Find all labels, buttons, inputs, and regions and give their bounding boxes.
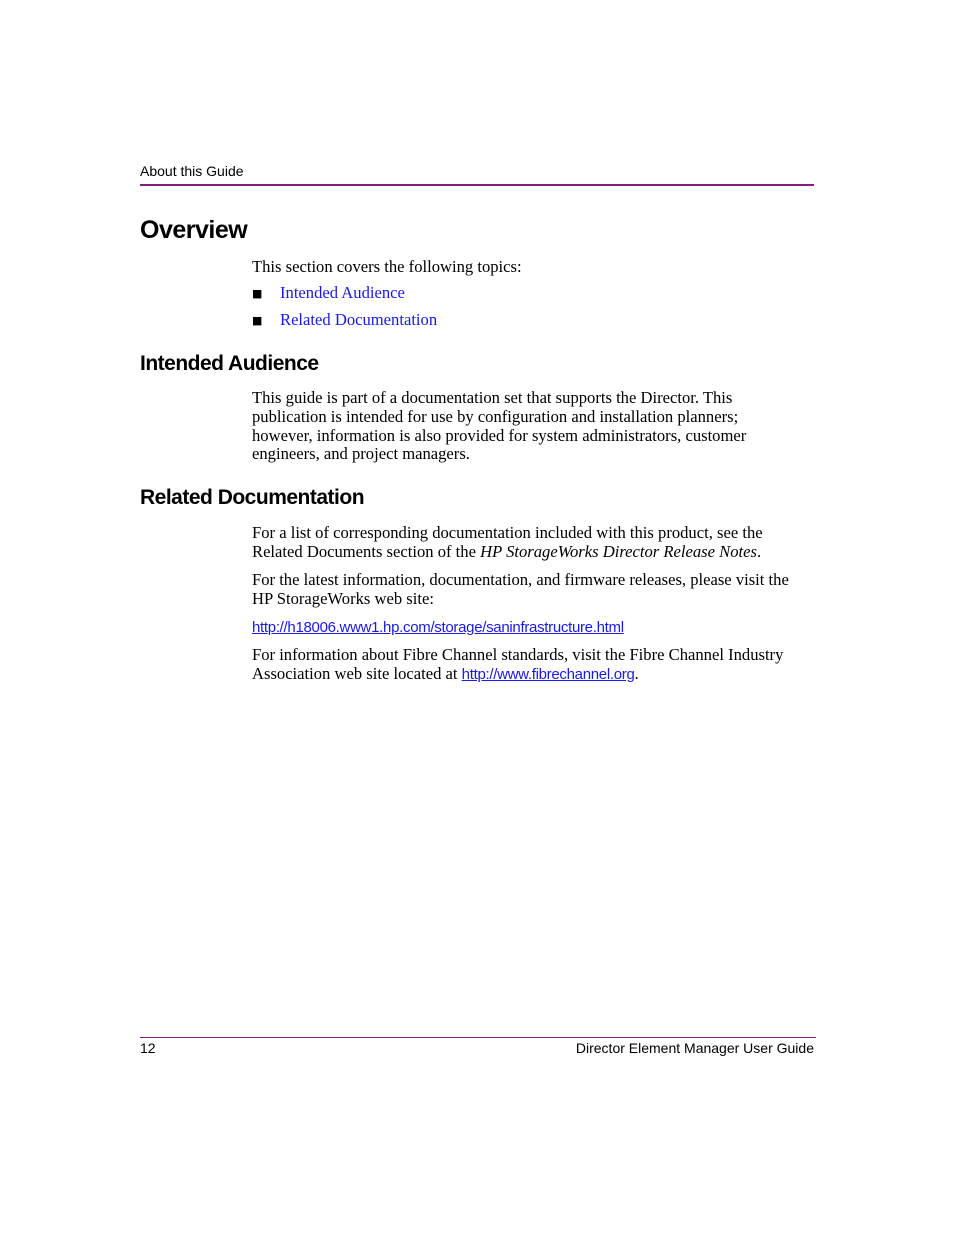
release-notes-title: HP StorageWorks Director Release Notes bbox=[480, 541, 757, 561]
website-paragraph: For the latest information, documentation, and firmware releases, please visit the HP StorageWorks web site: bbox=[252, 570, 789, 608]
link-related-documentation[interactable]: Related Documentation bbox=[280, 310, 438, 329]
fibre-channel-paragraph: For information about Fibre Channel standards, visit the Fibre Channel Industry Association web site located at http://www.fibrechannel.org. bbox=[252, 645, 784, 683]
link-intended-audience[interactable]: Intended Audience bbox=[280, 283, 405, 302]
topic-list-item bbox=[252, 284, 405, 304]
overview-intro: This section covers the following topics: bbox=[252, 257, 522, 276]
overview-heading: Overview bbox=[140, 216, 248, 244]
page-number: 12 bbox=[140, 1040, 156, 1056]
footer-title: Director Element Manager User Guide bbox=[575, 1040, 814, 1056]
intended-audience-paragraph: This guide is part of a documentation set that supports the Director. This publication is intended for use by configuration and installation planners; however, information is also provided for system administrators, customer engineers, and project managers. bbox=[252, 388, 747, 464]
intended-audience-heading: Intended Audience bbox=[140, 352, 319, 375]
storage-url-paragraph bbox=[252, 618, 814, 638]
header-rule bbox=[140, 184, 814, 186]
bullet-square-icon: ■ bbox=[252, 287, 263, 300]
footer-rule bbox=[140, 1037, 816, 1038]
release-notes-paragraph: For a list of corresponding documentation included with this product, see the Related Documents section of the HP StorageWorks Director Release Notes. bbox=[252, 523, 763, 561]
running-header: About this Guide bbox=[140, 163, 244, 179]
topic-list-item bbox=[252, 311, 437, 331]
bullet-square-icon: ■ bbox=[252, 314, 263, 327]
related-documentation-heading: Related Documentation bbox=[140, 486, 365, 509]
fibre-channel-url-link[interactable]: http://www.fibrechannel.org bbox=[461, 665, 635, 683]
storage-url-link[interactable]: http://h18006.www1.hp.com/storage/saninfrastructure.html bbox=[252, 619, 624, 636]
